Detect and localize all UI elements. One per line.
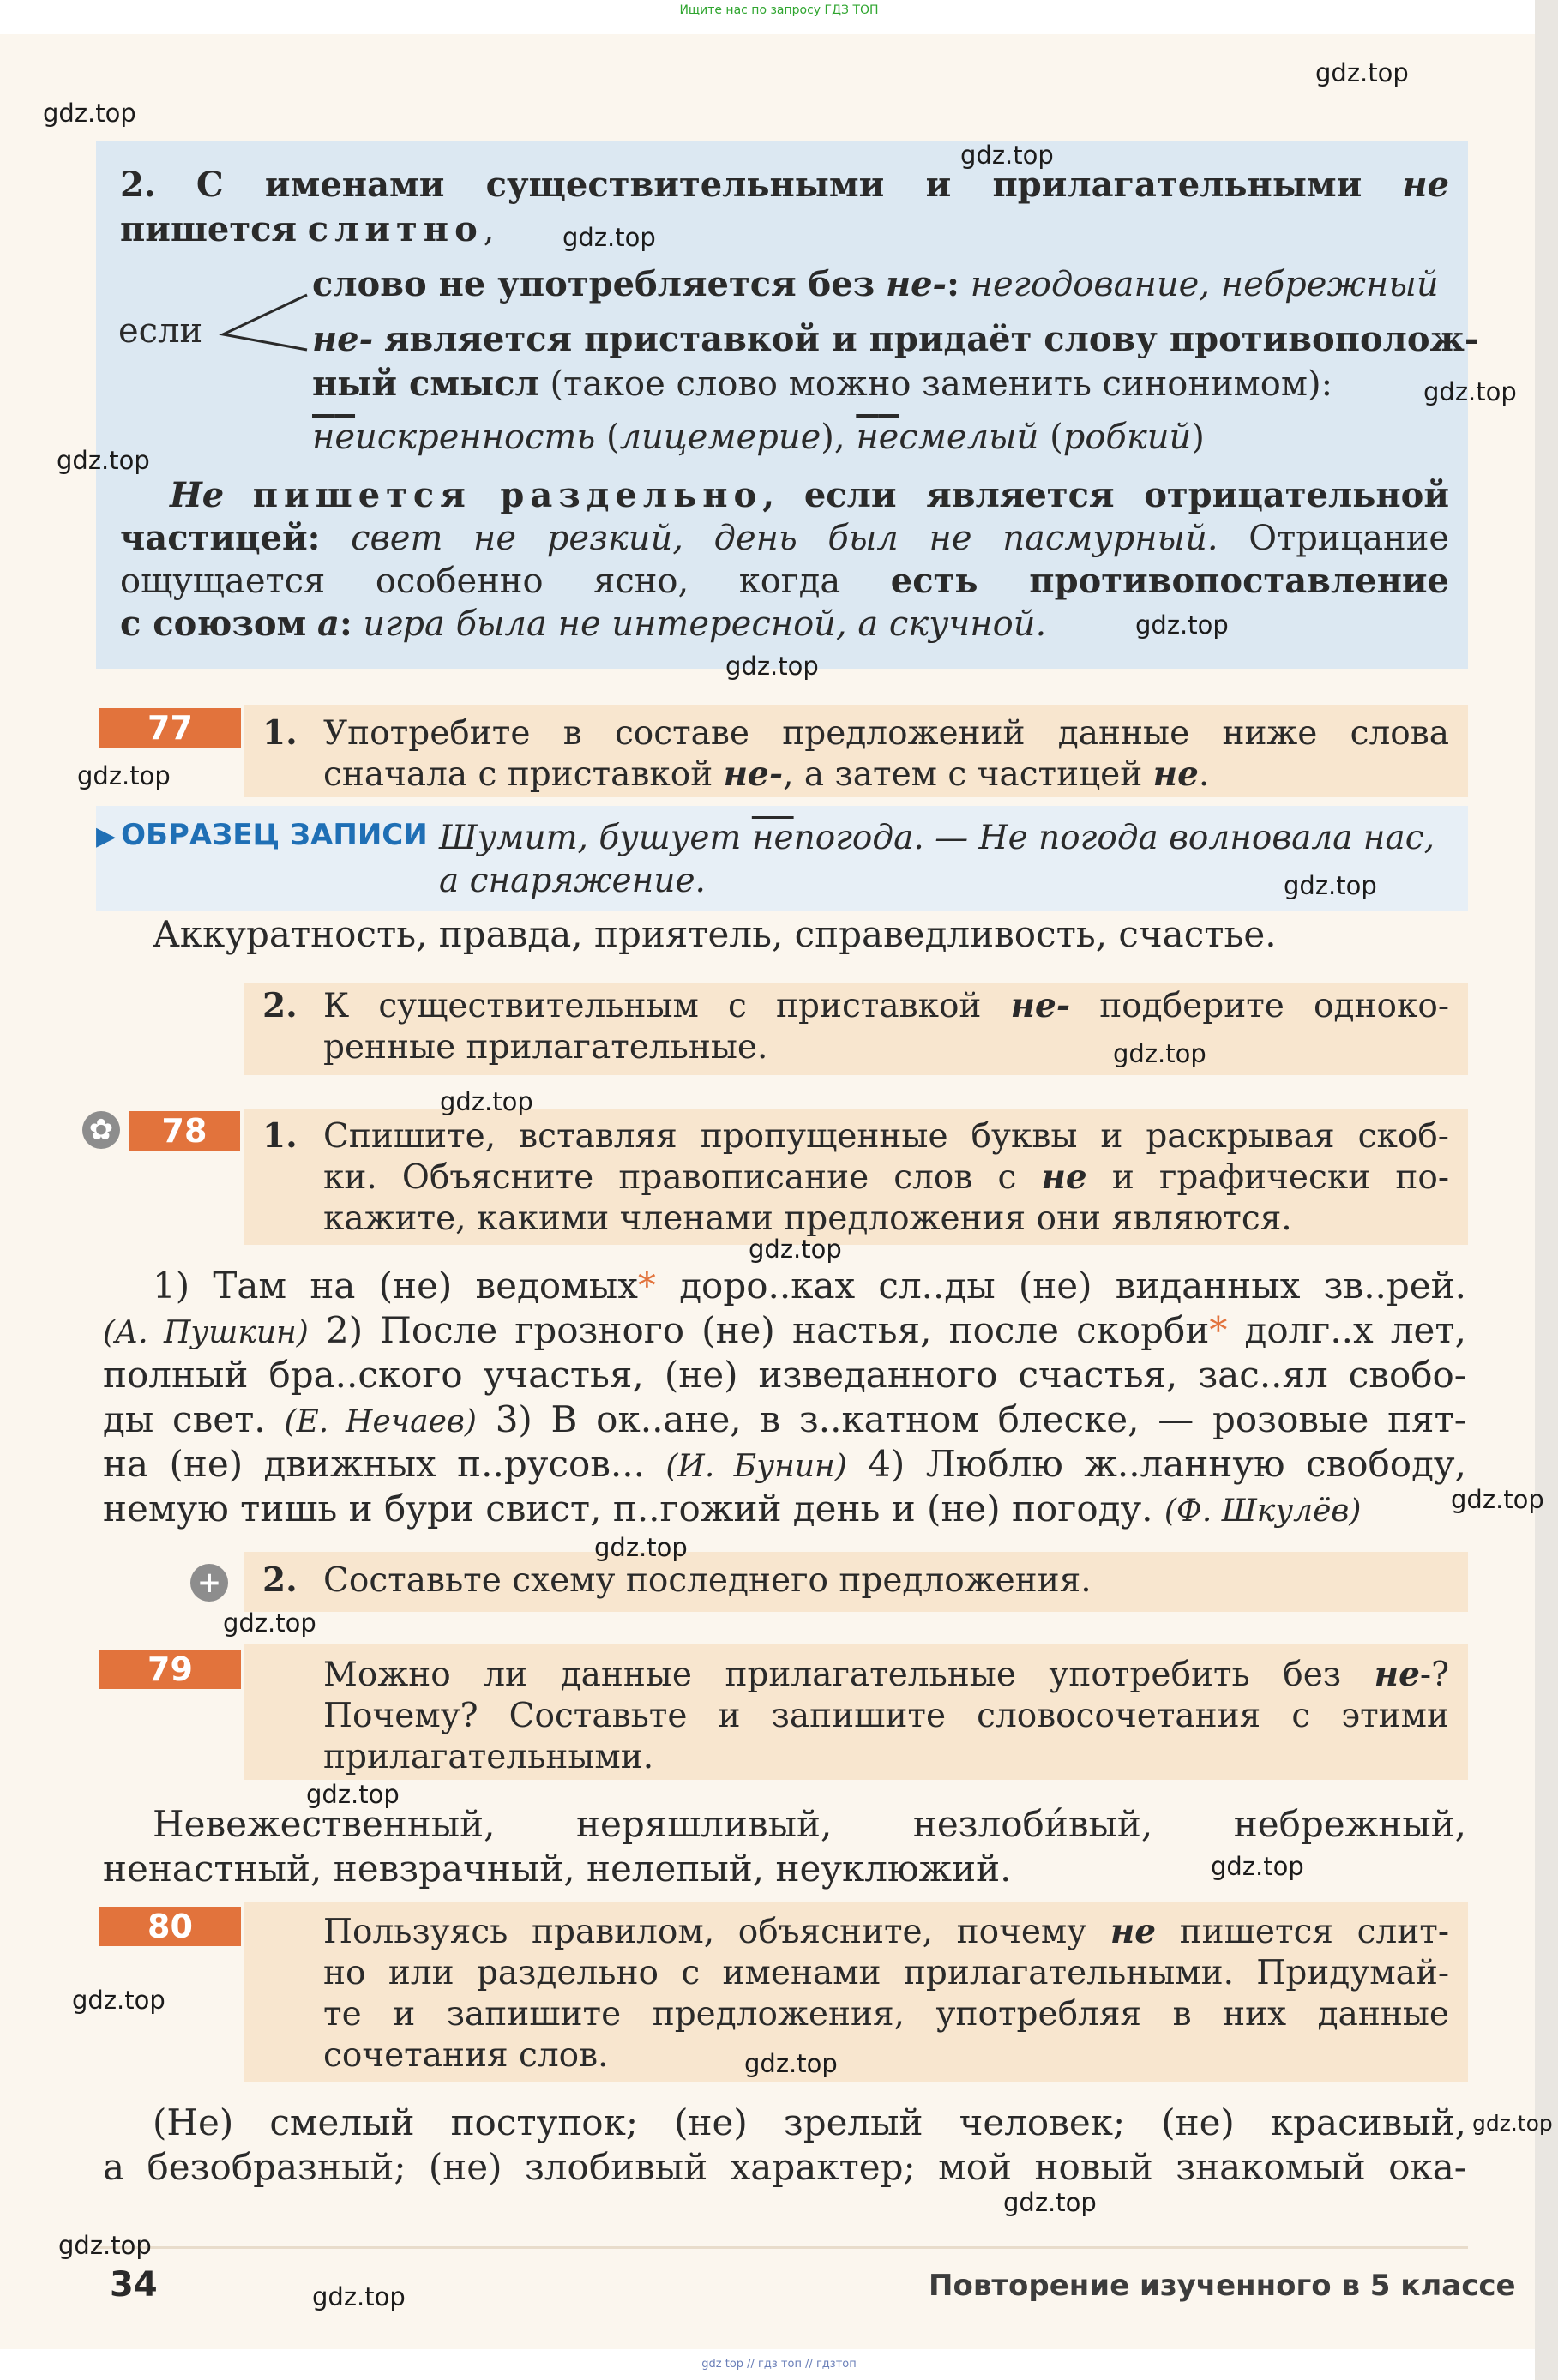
ex78-text-line-2: (А. Пушкин) 2) После грозного (не) настья, после скорби* долг..х лет, [103,1309,1466,1351]
rule-p2-line-3: ощущается особенно ясно, когда есть противопоставление [120,561,1449,601]
watermark: gdz.top [725,652,819,681]
rule-cond-3: ный смысл (такое слово можно заменить синонимом): [312,364,1333,404]
watermark: gdz.top [744,2049,838,2078]
watermark: gdz.top [1451,1485,1544,1514]
page-number: 34 [110,2265,158,2305]
task-number: 2. [262,1560,298,1600]
ex80-words-1: (Не) смелый поступок; (не) зрелый человек; (не) красивый, [153,2101,1466,2143]
rule-cond-1: слово не употребляется без не-: негодование, небрежный [312,264,1439,304]
header-note: Ищите нас по запросу ГДЗ ТОП [679,3,879,17]
task-number: 1. [262,1116,298,1156]
ex80-line-4: сочетания слов. [323,2036,609,2075]
rule-esli: если [118,311,203,351]
task-number: 2. [262,986,298,1025]
watermark: gdz.top [1284,871,1377,900]
ex80-line-2: но или раздельно с именами прилагательными. Придумай- [323,1954,1449,1992]
bracket-arrow-icon [216,290,310,362]
ex77-task1-line-2: сначала с приставкой не-, а затем с частицей не. [323,754,1210,794]
sample-label: ▶ ОБРАЗЕЦ ЗАПИСИ [96,818,428,852]
ex79-line-2: Почему? Составьте и запишите словосочетания с этими [323,1697,1449,1735]
exercise-number: 79 [99,1650,241,1689]
ex78-text-line-1: 1) Там на (не) ведомых* доро..ках сл..ды (не) виданных зв..рей. [153,1265,1466,1307]
watermark: gdz.top [306,1780,400,1809]
page-edge [1535,0,1558,2380]
watermark: gdz.top [1135,610,1229,640]
footer-note: gdz top // гдз топ // гдзтоп [701,2358,857,2371]
ex80-line-1: Пользуясь правилом, объясните, почему не пишется слит- [323,1912,1449,1951]
watermark: gdz.top [77,761,171,790]
footer-divider [96,2246,1468,2249]
watermark: gdz.top [1423,377,1517,406]
exercise-number: 77 [99,708,241,748]
ex78-text-line-6: немую тишь и бури свист, п..гожий день и (не) погоду. (Ф. Шкулёв) [103,1488,1362,1530]
rule-p2-line-2: частицей: свет не резкий, день был не пасмурный. Отрицание [120,518,1450,558]
watermark: gdz.top [562,223,656,252]
ex78-text-line-3: полный бра..ского участья, (не) изведанного счастья, зас..ял свобо- [103,1354,1466,1396]
ex78-task1-line-2: ки. Объясните правописание слов с не и графически по- [323,1157,1450,1197]
watermark: gdz.top [594,1533,688,1562]
watermark: gdz.top [72,1986,165,2015]
section-title: Повторение изученного в 5 классе [929,2269,1516,2303]
watermark: gdz.top [1003,2188,1097,2217]
ex78-task1-line-3: кажите, какими членами предложения они являются. [323,1199,1292,1238]
rule-cond-2: не- является приставкой и придаёт слову противополож- [312,319,1479,359]
ex78-text-line-4: ды свет. (Е. Нечаев) 3) В ок..ане, в з..катном блеске, — розовые пят- [103,1398,1466,1440]
play-triangle-icon: ▶ [96,821,117,851]
watermark: gdz.top [440,1087,533,1116]
watermark: gdz.top [960,141,1054,170]
sample-line-1: Шумит, бушует непогода. — Не погода волновала нас, [439,819,1435,857]
plus-badge-icon: + [190,1564,228,1602]
rule-line-1: 2. С именами существительными и прилагательными не [120,165,1450,205]
watermark: gdz.top [1211,1852,1304,1881]
ex79-line-1: Можно ли данные прилагательные употребить без не-? [323,1655,1449,1694]
watermark: gdz.top [57,446,150,475]
watermark: gdz.top [749,1235,842,1264]
rule-cond-4: неискренность (лицемерие), несмелый (робкий) [312,418,1205,457]
watermark: gdz.top [1113,1039,1206,1068]
exercise-number: 80 [99,1907,241,1946]
ex79-words-1: Невежественный, неряшливый, незлоби́вый, небрежный, [153,1803,1466,1845]
rule-p2-line-4: с союзом а: игра была не интересной, а скучной. [120,604,1047,644]
rule-line-2: пишется слитно, [120,209,495,249]
ex77-words: Аккуратность, правда, приятель, справедливость, счастье. [153,913,1277,955]
watermark: gdz.top [223,1608,316,1638]
ex78-text-line-5: на (не) движных п..русов... (И. Бунин) 4) Люблю ж..ланную свободу, [103,1443,1466,1485]
ex77-task1-line-1: Употребите в составе предложений данные ниже слова [323,714,1449,753]
watermark: gdz.top [1472,2111,1553,2136]
watermark: gdz.top [1315,58,1409,87]
ex78-task2-text: Составьте схему последнего предложения. [323,1561,1092,1600]
ex80-line-3: те и запишите предложения, употребляя в них данные [323,1995,1449,2034]
ex79-words-2: ненастный, невзрачный, нелепый, неуклюжий. [103,1848,1012,1890]
asterisk-badge-icon: ✿ [82,1111,120,1149]
ex80-words-2: а безобразный; (не) злобивый характер; мой новый знакомый ока- [103,2146,1466,2188]
ex78-task1-line-1: Спишите, вставляя пропущенные буквы и раскрывая скоб- [323,1117,1449,1156]
watermark: gdz.top [43,99,136,128]
task-number: 1. [262,713,298,753]
ex77-task2-line-2: ренные прилагательные. [323,1028,768,1067]
ex79-line-3: прилагательными. [323,1738,654,1776]
rule-p2-line-1: Не пишется раздельно, если является отрицательной [170,475,1449,515]
ex77-task2-line-1: К существительным с приставкой не- подберите одноко- [323,986,1449,1025]
watermark: gdz.top [58,2231,152,2260]
watermark: gdz.top [312,2282,406,2311]
exercise-number: 78 [129,1111,240,1151]
sample-line-2: а снаряжение. [439,862,706,900]
